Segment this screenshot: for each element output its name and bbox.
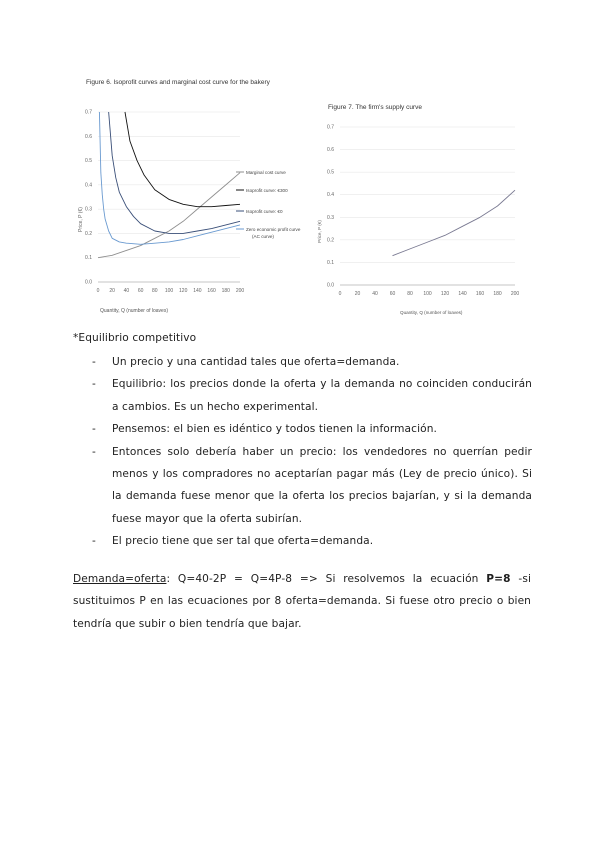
x-tick-label: 100 bbox=[164, 288, 174, 294]
x-tick-label: 180 bbox=[493, 291, 502, 297]
bullet-list bbox=[92, 351, 532, 553]
bullet-item bbox=[92, 351, 532, 373]
figure6-xlabel: Quantity, Q (number of loaves) bbox=[100, 308, 168, 314]
bullet-text: Entonces solo debería haber un precio: los vendedores no querrían pedir menos y los compradores no aceptarían pagar más (Ley de precio único). Si la demanda fuese menor que la oferta los precios bajarían, y si la demanda fuese mayor que la oferta subirían. bbox=[112, 445, 532, 525]
bullet-item bbox=[92, 418, 532, 440]
bullet-item bbox=[92, 373, 532, 418]
equation-text-1: : Q=40-2P = Q=4P-8 => Si resolvemos la ecuación bbox=[166, 573, 487, 585]
y-tick-label: 0.1 bbox=[85, 255, 92, 262]
x-tick-label: 40 bbox=[372, 291, 378, 297]
x-tick-label: 140 bbox=[193, 288, 202, 294]
y-tick-label: 0.4 bbox=[85, 182, 92, 189]
bullet-text: Pensemos: el bien es idéntico y todos tienen la información. bbox=[112, 423, 437, 436]
x-tick-label: 60 bbox=[389, 291, 396, 297]
series-line-marginal-cost-curve bbox=[98, 173, 240, 258]
bullet-dash: - bbox=[92, 378, 96, 391]
y-tick-label: 0.2 bbox=[327, 237, 334, 244]
legend-ac-2: (AC curve) bbox=[252, 234, 274, 239]
x-tick-label: 200 bbox=[235, 288, 245, 294]
x-tick-label: 160 bbox=[207, 288, 216, 294]
bullet-text: Equilibrio: los precios donde la oferta y la demanda no coinciden conducirán a cambios. Es un hecho experimental. bbox=[112, 378, 532, 413]
x-tick-label: 20 bbox=[109, 288, 115, 294]
x-tick-label: 0 bbox=[338, 291, 342, 297]
y-tick-label: 0.5 bbox=[327, 169, 334, 176]
x-tick-label: 160 bbox=[475, 291, 485, 297]
figure6-ylabel: Price, P (€) bbox=[78, 207, 84, 232]
bullet-dash: - bbox=[92, 356, 96, 368]
bullet-dash: - bbox=[92, 535, 96, 548]
x-tick-label: 20 bbox=[354, 291, 361, 297]
figure6-legend bbox=[236, 170, 301, 239]
section-heading: *Equilibrio competitivo bbox=[73, 332, 197, 344]
y-tick-label: 0.6 bbox=[85, 133, 92, 140]
x-tick-label: 180 bbox=[221, 288, 230, 294]
x-tick-label: 100 bbox=[423, 291, 432, 297]
bullet-text: El precio tiene que ser tal que oferta=demanda. bbox=[112, 535, 374, 548]
figure6-title: Figure 6. Isoprofit curves and marginal cost curve for the bakery bbox=[86, 79, 270, 86]
y-tick-label: 0.0 bbox=[327, 282, 334, 289]
y-tick-label: 0.7 bbox=[85, 109, 92, 116]
y-tick-label: 0.3 bbox=[85, 206, 92, 213]
equation-text-2: -si sustituimos P en las ecuaciones por 8 oferta=demanda. Si fuese otro precio o bien tendría que subir o bien tendría que bajar. bbox=[73, 573, 531, 630]
legend-mc: Marginal cost curve bbox=[246, 170, 286, 175]
bullet-item bbox=[92, 530, 532, 552]
series-line-isoprofit-curve-300 bbox=[125, 112, 240, 207]
figure7-chart bbox=[318, 118, 518, 318]
x-tick-label: 140 bbox=[458, 291, 467, 297]
figure6-chart bbox=[74, 102, 301, 314]
y-tick-label: 0.1 bbox=[327, 259, 334, 266]
legend-iso300: Isoprofit curve: €300 bbox=[246, 188, 288, 193]
x-tick-label: 40 bbox=[123, 288, 130, 294]
x-tick-label: 200 bbox=[510, 291, 520, 297]
y-tick-label: 0.7 bbox=[327, 124, 334, 131]
x-tick-label: 80 bbox=[152, 288, 158, 294]
equation-solution: P=8 bbox=[486, 573, 511, 585]
figure7-ylabel: Price, P (€) bbox=[317, 220, 322, 243]
y-tick-label: 0.0 bbox=[85, 279, 92, 286]
x-tick-label: 120 bbox=[179, 288, 188, 294]
y-tick-label: 0.4 bbox=[327, 192, 334, 199]
series-line-supply-curve bbox=[393, 190, 516, 255]
legend-iso0: Isoprofit curve: €0 bbox=[246, 209, 283, 214]
equation-paragraph bbox=[73, 568, 531, 635]
legend-ac: Zero economic profit curve bbox=[246, 227, 301, 232]
bullet-item bbox=[92, 441, 532, 531]
bullet-dash: - bbox=[92, 423, 96, 436]
y-tick-label: 0.5 bbox=[85, 158, 92, 165]
y-tick-label: 0.2 bbox=[85, 230, 92, 237]
x-tick-label: 120 bbox=[440, 291, 450, 297]
y-tick-label: 0.3 bbox=[327, 214, 334, 221]
x-tick-label: 80 bbox=[407, 291, 413, 297]
x-tick-label: 0 bbox=[96, 288, 100, 294]
bullet-text: Un precio y una cantidad tales que oferta=demanda. bbox=[112, 356, 400, 368]
y-tick-label: 0.6 bbox=[327, 147, 334, 154]
x-tick-label: 60 bbox=[137, 288, 144, 294]
bullet-dash: - bbox=[92, 445, 96, 458]
figure7-xlabel: Quantity, Q (number of loaves) bbox=[400, 310, 463, 315]
figure7-title: Figure 7. The firm's supply curve bbox=[328, 104, 422, 111]
series-line-zero-economic-profit-curve-ac-curve bbox=[99, 112, 240, 244]
equation-label: Demanda=oferta bbox=[73, 573, 167, 585]
